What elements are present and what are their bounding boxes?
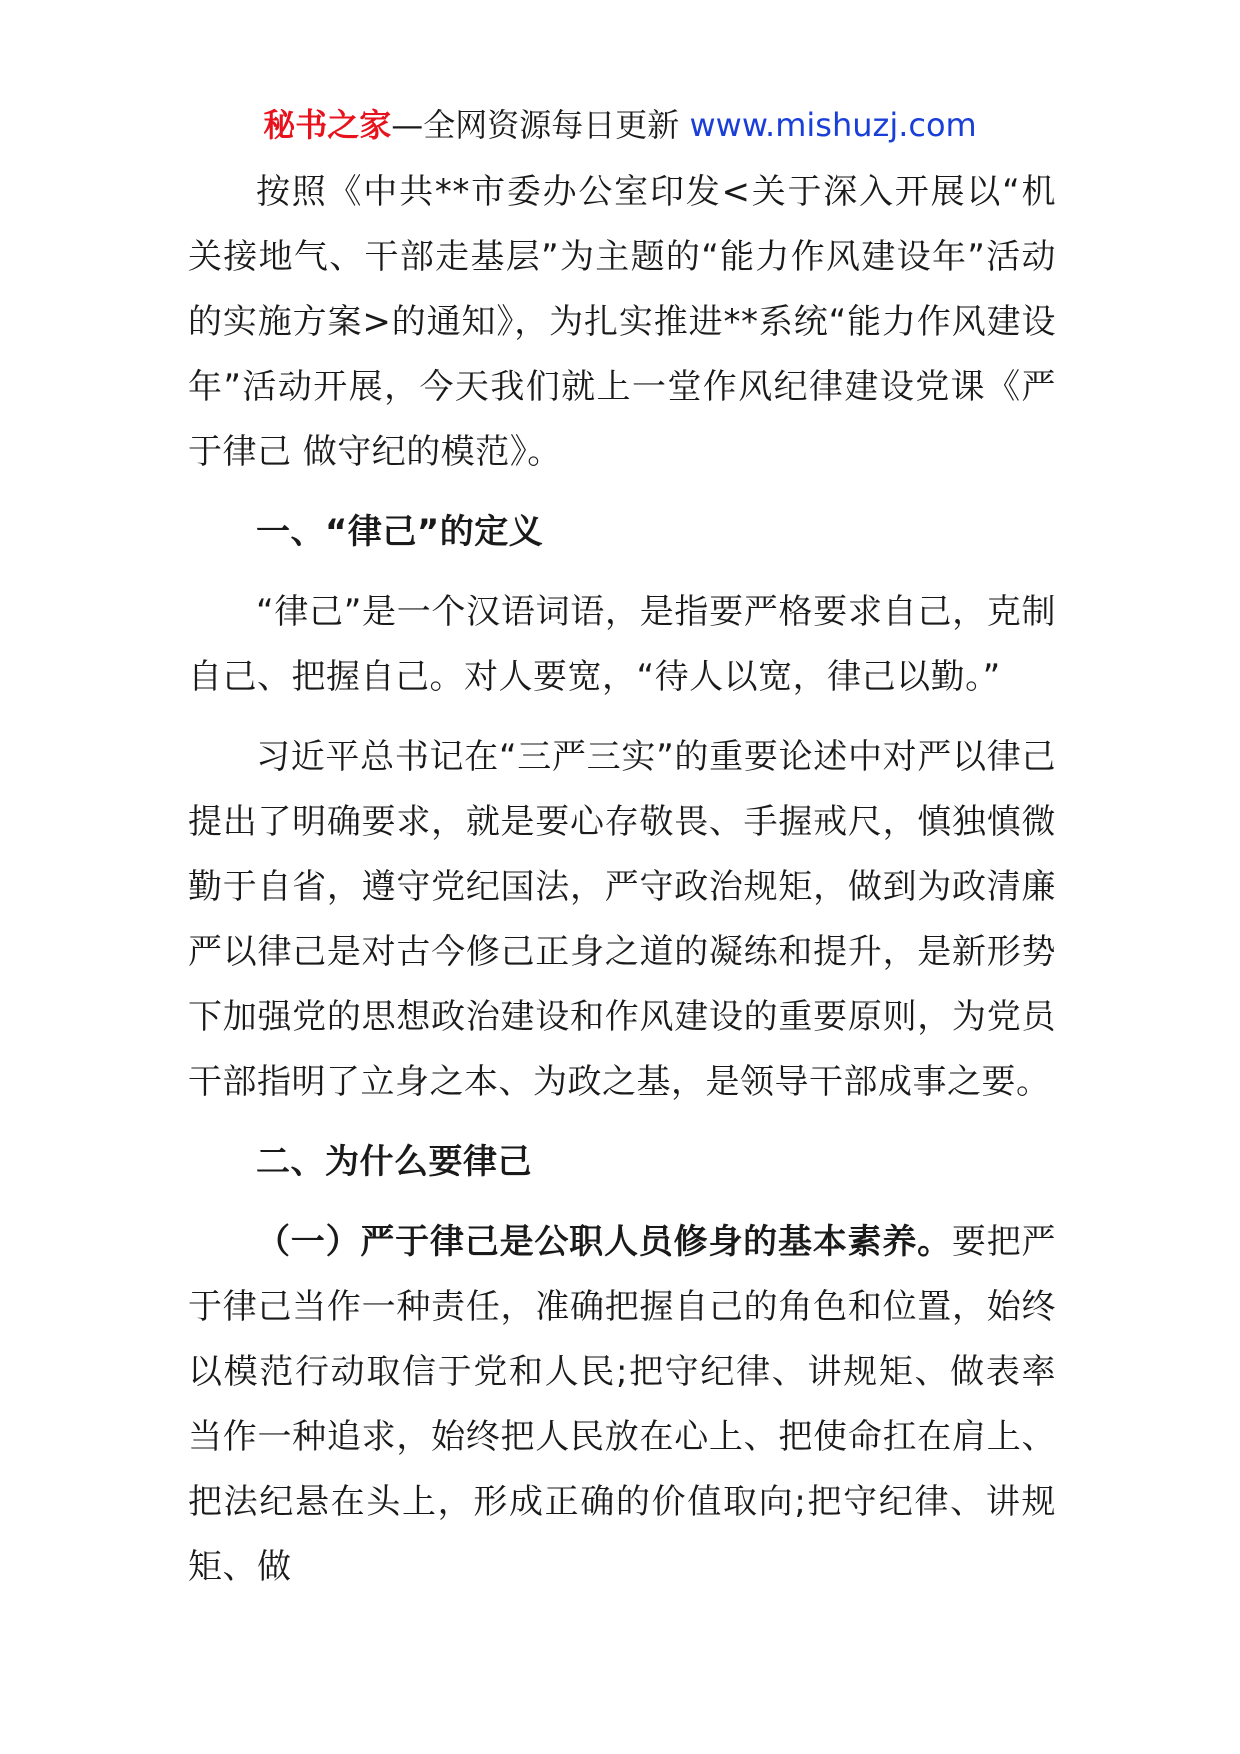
document-body	[188, 160, 1056, 1600]
brand-name: 秘书之家	[263, 106, 392, 144]
requirements-paragraph: 习近平总书记在“三严三实”的重要论述中对严以律己提出了明确要求，就是要心存敬畏、手握戒尺，慎独慎微勤于自省，遵守党纪国法，严守政治规矩，做到为政清廉严以律己是对古今修己正身之道的凝练和提升，是新形势下加强党的思想政治建设和作风建设的重要原则，为党员干部指明了立身之本、为政之基，是领导干部成事之要。	[188, 737, 1056, 1102]
definition-paragraph: “律己”是一个汉语词语，是指要严格要求自己，克制自己、把握自己。对人要宽，“待人以宽，律己以勤。”	[188, 592, 1056, 697]
section-heading-2: 二、为什么要律己	[256, 1142, 532, 1182]
site-header	[0, 100, 1240, 150]
header-slogan: —全网资源每日更新	[391, 106, 690, 144]
subsection-text: 要把严于律己当作一种责任，准确把握自己的角色和位置，始终以模范行动取信于党和人民;把守纪律、讲规矩、做表率当作一种追求，始终把人民放在心上、把使命扛在肩上、把法纪悬在头上，形成正确的价值取向;把守纪律、讲规矩、做	[188, 1222, 1057, 1587]
site-url[interactable]: www.mishuzj.com	[689, 106, 977, 144]
subsection-lead: （一）严于律己是公职人员修身的基本素养。	[256, 1222, 952, 1262]
subsection-paragraph-1	[188, 1210, 1056, 1600]
intro-paragraph: 按照《中共**市委办公室印发<关于深入开展以“机关接地气、干部走基层”为主题的“能力作风建设年”活动的实施方案>的通知》，为扎实推进**系统“能力作风建设年”活动开展，今天我们就上一堂作风纪律建设党课《严于律己 做守纪的模范》。	[188, 172, 1056, 472]
section-heading-1: 一、“律己”的定义	[256, 512, 544, 552]
